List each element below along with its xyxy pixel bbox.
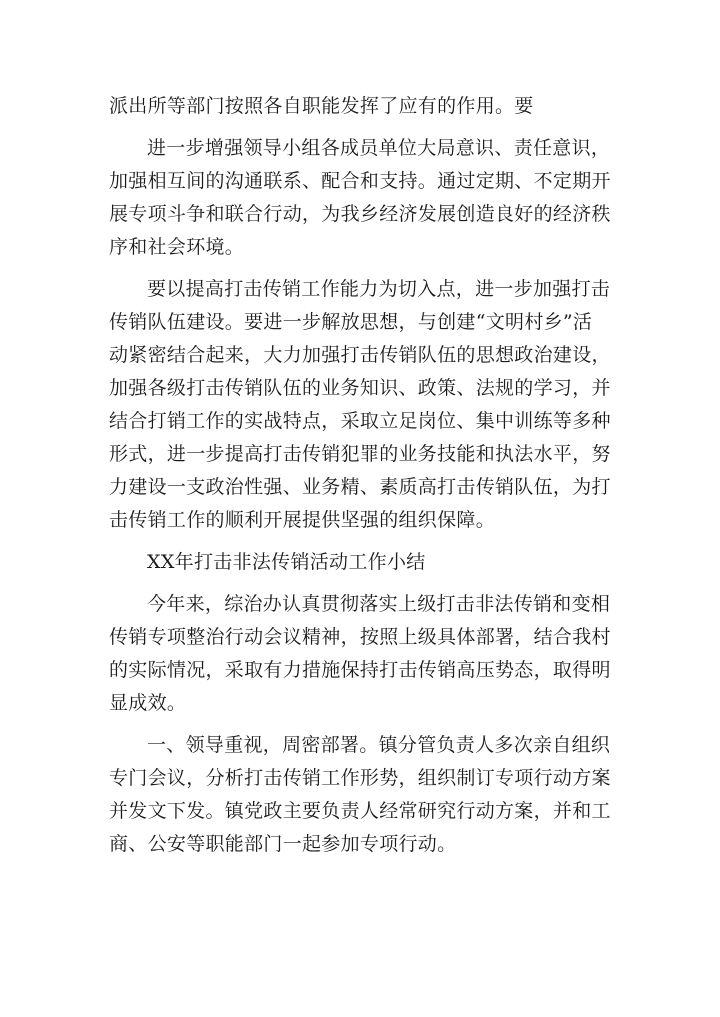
text-line: 展专项斗争和联合行动，为我乡经济发展创造良好的经济秩 [109,203,611,225]
text-line: 序和社会环境。 [109,236,245,258]
document-body [109,90,621,861]
text-line: 专门会议，分析打击传销工作形势，组织制订专项行动方案 [109,767,611,789]
text-line: 显成效。 [109,692,187,714]
text-line: 并发文下发。镇党政主要负责人经常研究行动方案，并和工 [109,800,611,822]
text-line: 进一步增强领导小组各成员单位大局意识、责任意识， [147,137,611,159]
text-line: 加强各级打击传销队伍的业务知识、政策、法规的学习，并 [109,377,611,399]
paragraph [109,90,621,123]
paragraph [109,132,621,264]
text-line: 形式，进一步提高打击传销犯罪的业务技能和执法水平，努 [109,443,611,465]
text-line: 传销队伍建设。要进一步解放思想，与创建“文明村乡”活 [109,311,593,333]
text-line: 动紧密结合起来，大力加强打击传销队伍的思想政治建设， [109,344,611,366]
paragraph-gap [109,537,621,546]
text-line: 力建设一支政治性强、业务精、素质高打击传销队伍，为打 [109,476,611,498]
text-line: 商、公安等职能部门一起参加专项行动。 [109,833,457,855]
paragraph-gap [109,123,621,132]
paragraph-gap [109,720,621,729]
text-line: 击传销工作的顺利开展提供坚强的组织保障。 [109,509,496,531]
text-line: 一、领导重视，周密部署。镇分管负责人多次亲自组织 [147,734,611,756]
section-title [109,546,621,579]
paragraph [109,588,621,720]
paragraph [109,273,621,537]
text-line: 结合打销工作的实战特点，采取立足岗位、集中训练等多种 [109,410,611,432]
text-line: 要以提高打击传销工作能力为切入点，进一步加强打击 [147,278,611,300]
text-line: 传销专项整治行动会议精神，按照上级具体部署，结合我村 [109,626,611,648]
text-line: 加强相互间的沟通联系、配合和支持。通过定期、不定期开 [109,170,611,192]
paragraph-gap [109,264,621,273]
section-title-text: XX年打击非法传销活动工作小结 [147,551,426,573]
text-line: 派出所等部门按照各自职能发挥了应有的作用。要 [109,95,534,117]
text-line: 的实际情况，采取有力措施保持打击传销高压势态，取得明 [109,659,611,681]
paragraph-gap [109,579,621,588]
paragraph [109,729,621,861]
text-line: 今年来，综治办认真贯彻落实上级打击非法传销和变相 [147,593,611,615]
